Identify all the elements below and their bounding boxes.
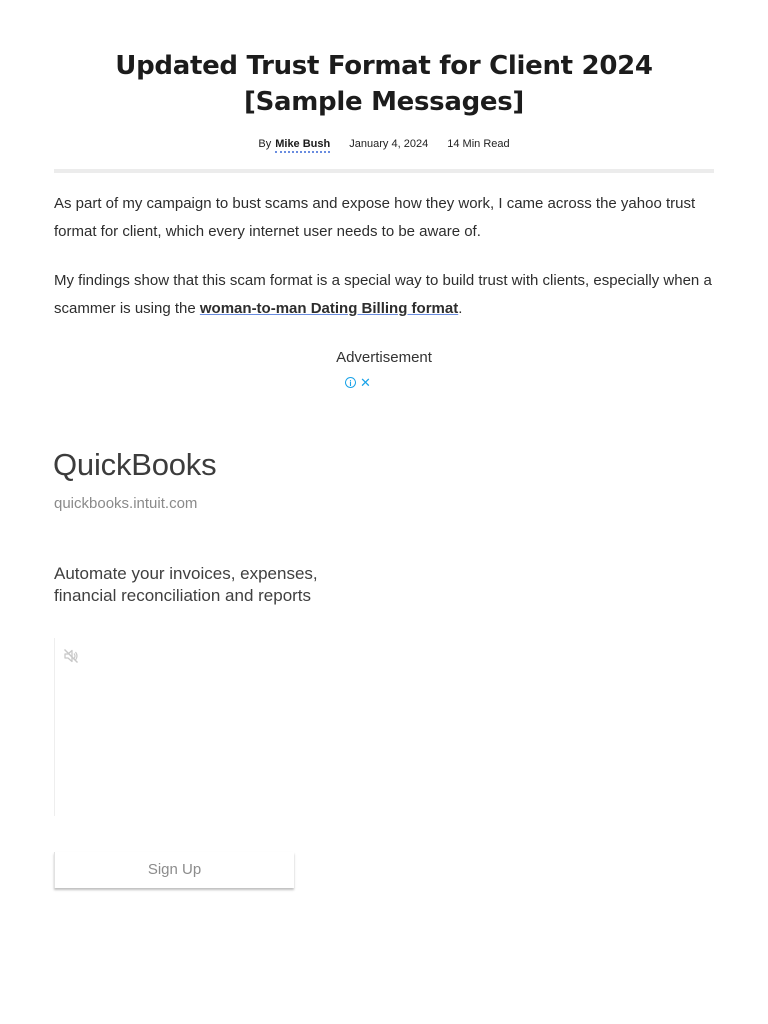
ad-close-icon[interactable]: ✕ — [360, 374, 371, 390]
adchoices-info-icon[interactable]: i — [345, 377, 356, 388]
ad-brand-name[interactable]: QuickBooks — [53, 447, 217, 482]
paragraph-2-end: . — [458, 300, 463, 317]
author-link[interactable]: Mike Bush — [275, 138, 330, 153]
dating-billing-format-link[interactable]: woman-to-man Dating Billing format — [199, 300, 459, 317]
ad-domain[interactable]: quickbooks.intuit.com — [54, 495, 198, 512]
signup-button[interactable]: Sign Up — [54, 852, 294, 888]
advertisement-label: Advertisement — [336, 349, 432, 366]
article-paragraph-2 — [54, 267, 714, 323]
read-time: 14 Min Read — [447, 138, 510, 150]
byline-prefix: By — [258, 138, 272, 150]
ad-video-area[interactable] — [54, 638, 315, 816]
title-divider — [54, 169, 714, 173]
publish-date: January 4, 2024 — [349, 138, 429, 150]
muted-speaker-icon[interactable] — [62, 647, 80, 665]
ad-description[interactable]: Automate your invoices, expenses, financial reconciliation and reports — [54, 564, 318, 605]
paragraph-2-text: My findings show that this scam format is a special way to build trust with clients, especially when a scammer is using the — [54, 272, 712, 317]
article-paragraph-1: As part of my campaign to bust scams and expose how they work, I came across the yahoo trust format for client, which every internet user needs to be aware of. — [54, 195, 696, 240]
article-meta — [0, 136, 768, 152]
article-title: Updated Trust Format for Client 2024 [Sample Messages] — [115, 51, 653, 117]
adchoices-controls — [345, 375, 375, 389]
